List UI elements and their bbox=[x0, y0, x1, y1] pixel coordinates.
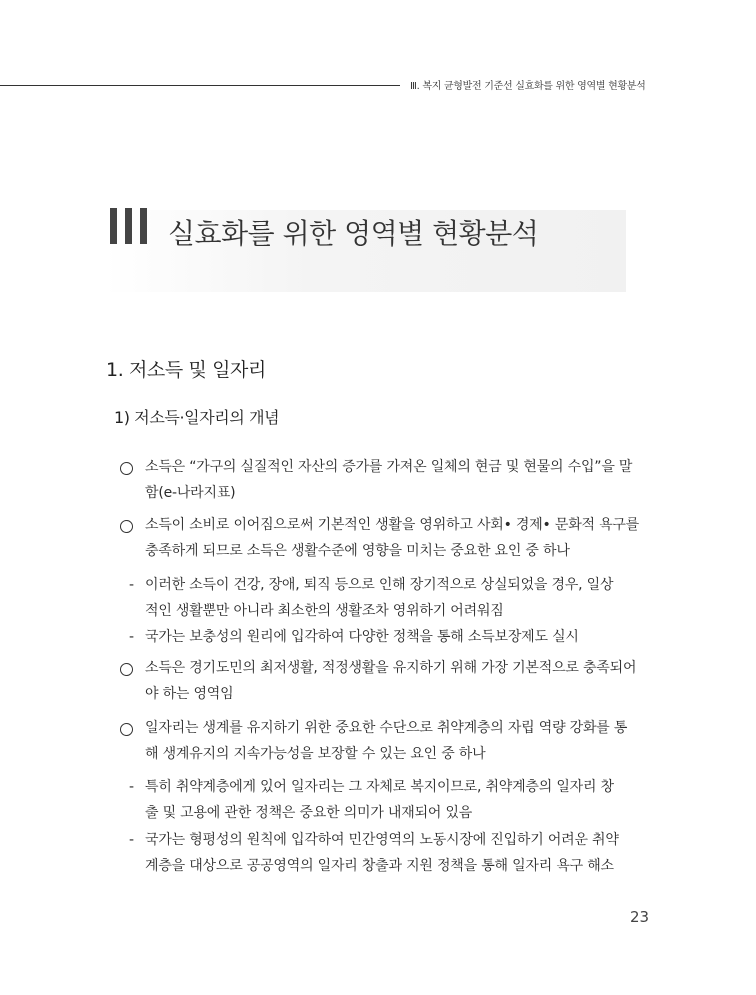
list-item-line: 특히 취약계층에게 있어 일자리는 그 자체로 복지이므로, 취약계층의 일자리 창 bbox=[145, 779, 614, 795]
circle-bullet-icon bbox=[120, 723, 133, 736]
list-item-line: 적인 생활뿐만 아니라 최소한의 생활조차 영위하기 어려워짐 bbox=[145, 603, 504, 619]
list-item bbox=[145, 512, 639, 564]
list-item-line: 소득은 “가구의 실질적인 자산의 증가를 가져온 일체의 현금 및 현물의 수입”을 말 bbox=[145, 459, 633, 475]
list-item-line: 충족하게 되므로 소득은 생활수준에 영향을 미치는 중요한 요인 중 하나 bbox=[145, 543, 570, 559]
section-title: 1. 저소득 및 일자리 bbox=[106, 359, 266, 381]
list-item-line: 함(e-나라지표) bbox=[145, 485, 236, 501]
list-item-line: 소득이 소비로 이어짐으로써 기본적인 생활을 영위하고 사회• 경제• 문화적 욕구를 bbox=[145, 517, 640, 533]
list-item-line: 이러한 소득이 건강, 장애, 퇴직 등으로 인해 장기적으로 상실되었을 경우, 일상 bbox=[145, 577, 614, 593]
page-number: 23 bbox=[630, 908, 650, 926]
list-item-line: 야 하는 영역임 bbox=[145, 686, 234, 702]
list-item-line: 국가는 보충성의 원리에 입각하여 다양한 정책을 통해 소득보장제도 실시 bbox=[145, 629, 579, 645]
list-item bbox=[145, 454, 632, 506]
list-item bbox=[145, 774, 614, 826]
circle-bullet-icon bbox=[120, 663, 133, 676]
chapter-roman-numeral-bars bbox=[110, 208, 147, 244]
circle-bullet-icon bbox=[120, 520, 133, 533]
list-item-line: 소득은 경기도민의 최저생활, 적정생활을 유지하기 위해 가장 기본적으로 충족되어 bbox=[145, 660, 637, 676]
list-item bbox=[145, 655, 636, 707]
header-rule bbox=[0, 85, 400, 86]
dash-bullet: - bbox=[129, 832, 135, 848]
chapter-bar bbox=[110, 208, 117, 244]
list-item bbox=[145, 715, 627, 767]
subsection-title: 1) 저소득·일자리의 개념 bbox=[114, 408, 280, 427]
running-header: Ⅲ. 복지 균형발전 기준선 실효화를 위한 영역별 현황분석 bbox=[410, 81, 646, 92]
list-item-line: 국가는 형평성의 원칙에 입각하여 민간영역의 노동시장에 진입하기 어려운 취약 bbox=[145, 832, 619, 848]
list-item bbox=[145, 572, 613, 624]
chapter-bar bbox=[140, 208, 147, 244]
dash-bullet: - bbox=[129, 779, 135, 795]
chapter-title: 실효화를 위한 영역별 현황분석 bbox=[168, 217, 539, 250]
circle-bullet-icon bbox=[120, 462, 133, 475]
list-item-line: 계층을 대상으로 공공영역의 일자리 창출과 지원 정책을 통해 일자리 욕구 해소 bbox=[145, 858, 614, 874]
list-item-line: 출 및 고용에 관한 정책은 중요한 의미가 내재되어 있음 bbox=[145, 805, 473, 821]
list-item bbox=[145, 827, 619, 879]
chapter-bar bbox=[125, 208, 132, 244]
list-item bbox=[145, 624, 579, 650]
list-item-line: 일자리는 생계를 유지하기 위한 중요한 수단으로 취약계층의 자립 역량 강화를 통 bbox=[145, 720, 628, 736]
list-item-line: 해 생계유지의 지속가능성을 보장할 수 있는 요인 중 하나 bbox=[145, 746, 486, 762]
dash-bullet: - bbox=[129, 629, 135, 645]
dash-bullet: - bbox=[129, 577, 135, 593]
